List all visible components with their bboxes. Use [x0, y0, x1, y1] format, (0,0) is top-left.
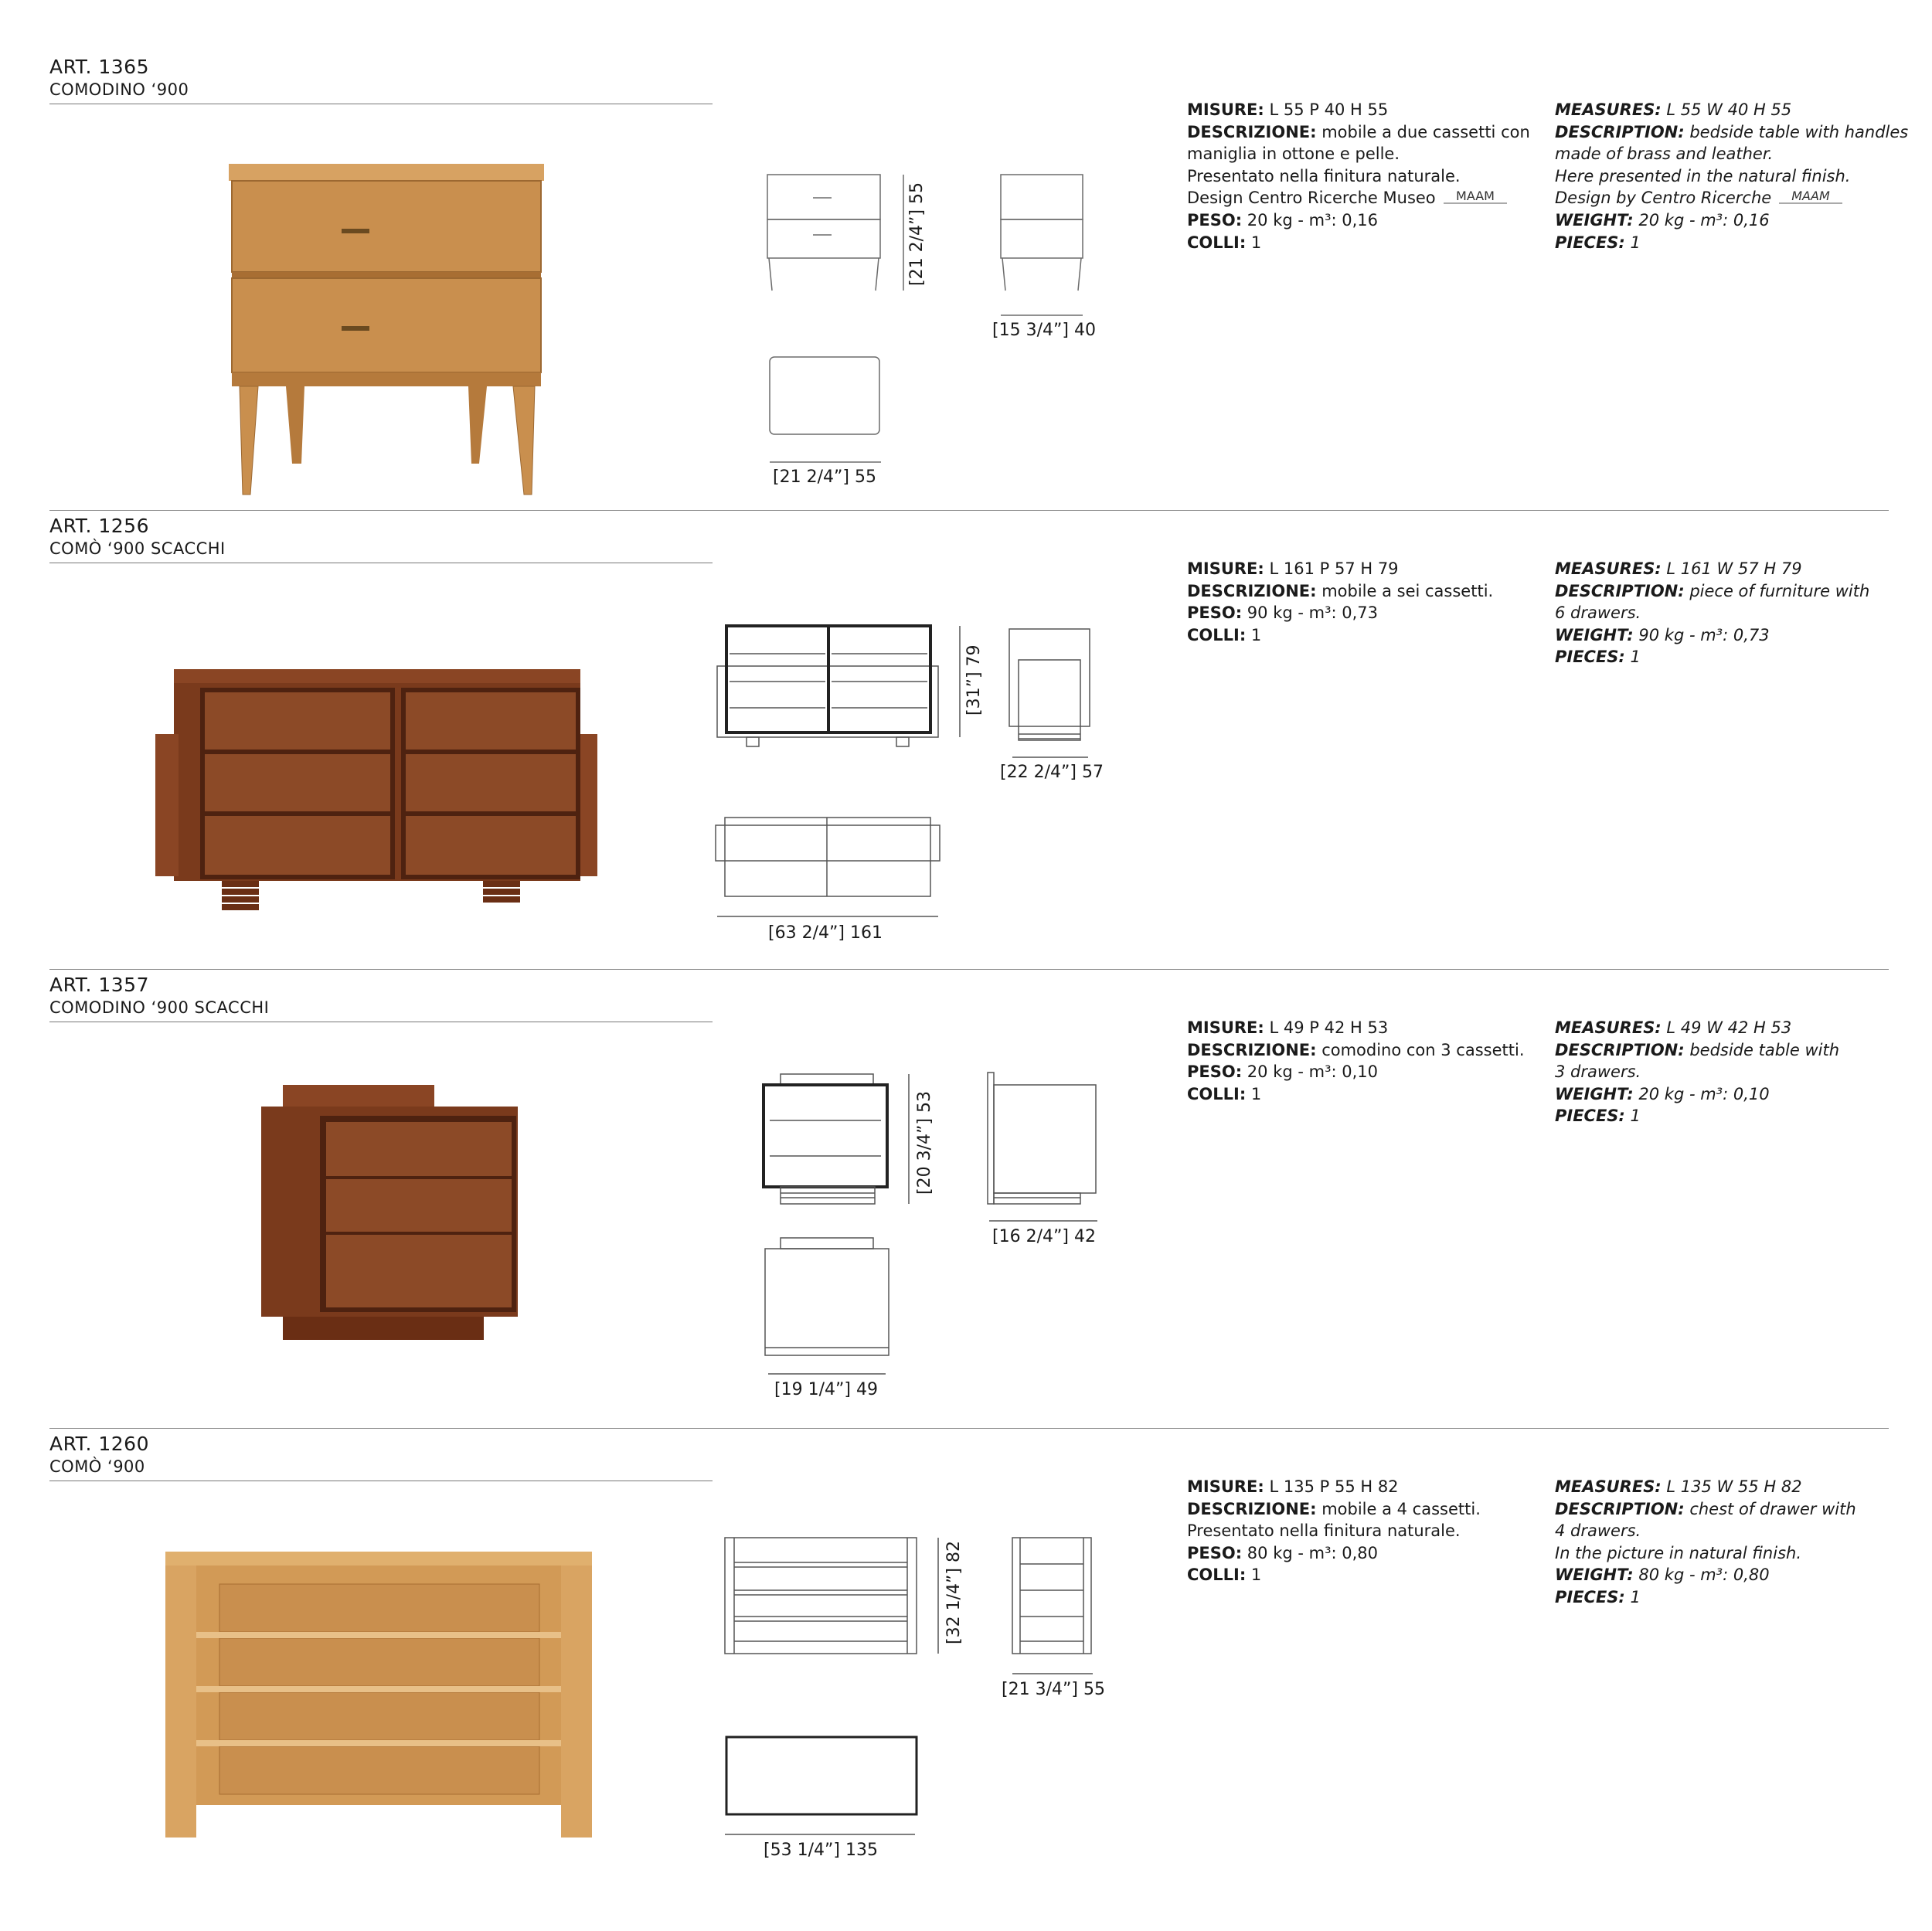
dim-top-width: [63 2/4”] 161 [768, 923, 883, 943]
spec-row: Design Centro Ricerche Museo MAAM [1187, 187, 1530, 209]
spec-italian [1187, 558, 1493, 646]
spec-row: DESCRIZIONE: mobile a sei cassetti. [1187, 581, 1494, 600]
svg-text:MAAM: MAAM [1455, 189, 1495, 203]
spec-italian [1187, 99, 1530, 253]
maam-logo [1442, 188, 1509, 209]
spec-row: MISURE: L 161 P 57 H 79 [1187, 559, 1399, 578]
spec-row: MEASURES: L 135 W 55 H 82 [1555, 1477, 1802, 1496]
dim-side-depth: [21 3/4”] 55 [1002, 1680, 1105, 1699]
product-photo-dresser-oak [162, 1547, 595, 1841]
spec-row: Presentato nella finitura naturale. [1187, 166, 1461, 185]
spec-english [1555, 1017, 1839, 1127]
product-photo-nightstand-oak [224, 155, 549, 518]
spec-row: MEASURES: L 55 W 40 H 55 [1555, 100, 1792, 119]
spec-italian [1187, 1017, 1525, 1105]
article-code: ART. 1256 [49, 515, 149, 537]
spec-italian [1187, 1476, 1481, 1586]
spec-row: PESO: 20 kg - m³: 0,16 [1187, 211, 1378, 229]
spec-row: WEIGHT: 20 kg - m³: 0,16 [1555, 211, 1770, 229]
spec-row: MEASURES: L 161 W 57 H 79 [1555, 559, 1802, 578]
dim-front-height: [21 2/4”] 55 [907, 182, 927, 286]
svg-text:MAAM: MAAM [1791, 189, 1830, 203]
spec-row: PESO: 90 kg - m³: 0,73 [1187, 603, 1378, 622]
spec-english [1555, 99, 1908, 253]
spec-row: made of brass and leather. [1555, 144, 1774, 163]
section-divider [49, 1428, 1889, 1429]
spec-row: DESCRIPTION: bedside table with [1555, 1040, 1840, 1059]
product-photo-dresser-walnut [151, 660, 599, 915]
dim-side-depth: [16 2/4”] 42 [992, 1227, 1096, 1246]
product-photo-nightstand-walnut [255, 1082, 526, 1345]
spec-row: PESO: 80 kg - m³: 0,80 [1187, 1543, 1378, 1562]
spec-english [1555, 558, 1869, 668]
dim-top-width: [21 2/4”] 55 [773, 467, 876, 487]
spec-row: DESCRIPTION: chest of drawer with [1555, 1499, 1856, 1518]
spec-row: MISURE: L 49 P 42 H 53 [1187, 1018, 1389, 1037]
spec-row: PIECES: 1 [1555, 1107, 1641, 1125]
dim-front-height: [31”] 79 [964, 644, 984, 716]
spec-row: COLLI: 1 [1187, 233, 1262, 252]
spec-row: 6 drawers. [1555, 603, 1641, 622]
spec-row: PIECES: 1 [1555, 1587, 1641, 1606]
article-name: COMODINO ‘900 [49, 80, 189, 99]
spec-row: DESCRIZIONE: mobile a 4 cassetti. [1187, 1499, 1481, 1518]
article-name: COMODINO ‘900 SCACCHI [49, 998, 270, 1017]
article-code: ART. 1260 [49, 1433, 149, 1455]
dim-top-width: [19 1/4”] 49 [774, 1380, 878, 1399]
spec-row: COLLI: 1 [1187, 1566, 1262, 1584]
article-name: COMÒ ‘900 SCACCHI [49, 539, 226, 558]
spec-row: DESCRIPTION: bedside table with handles [1555, 122, 1909, 141]
product-section-1260 [0, 1431, 1932, 1891]
spec-row: DESCRIZIONE: mobile a due cassetti con [1187, 122, 1530, 141]
product-section-1256 [0, 513, 1932, 973]
spec-row: In the picture in natural finish. [1555, 1543, 1801, 1562]
spec-row: MISURE: L 135 P 55 H 82 [1187, 1477, 1399, 1496]
spec-row: Here presented in the natural finish. [1555, 166, 1851, 185]
article-code: ART. 1357 [49, 974, 149, 996]
spec-row: COLLI: 1 [1187, 625, 1262, 644]
spec-english [1555, 1476, 1856, 1608]
spec-row: Presentato nella finitura naturale. [1187, 1521, 1461, 1540]
article-name: COMÒ ‘900 [49, 1457, 145, 1476]
article-code: ART. 1365 [49, 56, 149, 78]
spec-row: WEIGHT: 20 kg - m³: 0,10 [1555, 1084, 1770, 1103]
spec-row: WEIGHT: 90 kg - m³: 0,73 [1555, 625, 1770, 644]
section-divider [49, 969, 1889, 970]
spec-row: maniglia in ottone e pelle. [1187, 144, 1400, 163]
spec-row: PIECES: 1 [1555, 648, 1641, 666]
spec-row: DESCRIPTION: piece of furniture with [1555, 581, 1870, 600]
product-section-1365 [0, 54, 1932, 514]
spec-row: 3 drawers. [1555, 1062, 1641, 1081]
product-section-1357 [0, 972, 1932, 1432]
dim-top-width: [53 1/4”] 135 [764, 1841, 878, 1860]
spec-row: DESCRIZIONE: comodino con 3 cassetti. [1187, 1040, 1525, 1059]
dim-side-depth: [15 3/4”] 40 [992, 321, 1096, 340]
spec-row: PESO: 20 kg - m³: 0,10 [1187, 1062, 1378, 1081]
spec-row: MISURE: L 55 P 40 H 55 [1187, 100, 1389, 119]
maam-logo [1777, 188, 1844, 209]
section-divider [49, 510, 1889, 511]
spec-row: 4 drawers. [1555, 1521, 1641, 1540]
spec-row: COLLI: 1 [1187, 1084, 1262, 1103]
dim-side-depth: [22 2/4”] 57 [1000, 763, 1104, 782]
spec-row: Design by Centro Ricerche MAAM [1555, 187, 1908, 209]
dim-front-height: [32 1/4”] 82 [944, 1541, 964, 1644]
spec-row: PIECES: 1 [1555, 233, 1641, 252]
spec-row: MEASURES: L 49 W 42 H 53 [1555, 1018, 1792, 1037]
dim-front-height: [20 3/4”] 53 [915, 1091, 934, 1195]
spec-row: WEIGHT: 80 kg - m³: 0,80 [1555, 1566, 1770, 1584]
